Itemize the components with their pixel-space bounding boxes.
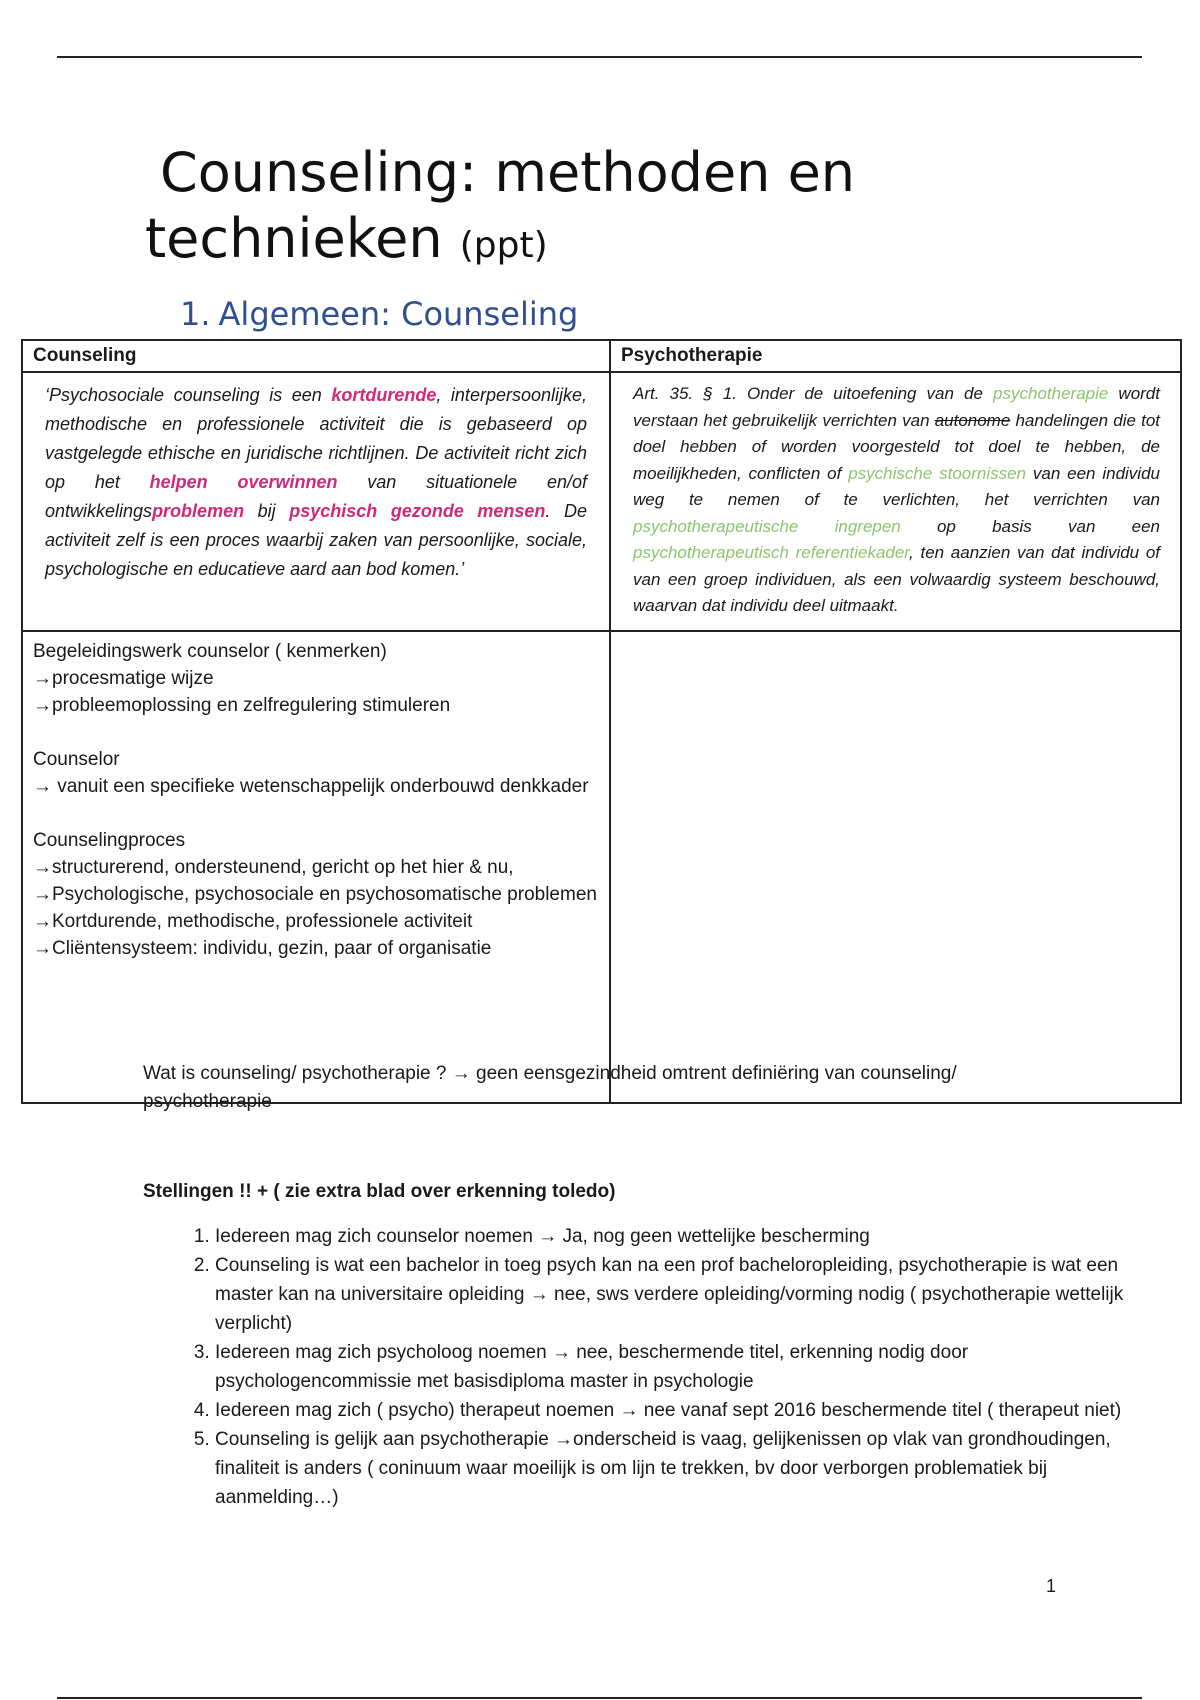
keyword-highlight: problemen: [152, 501, 245, 521]
title-line-2: [145, 206, 855, 279]
notes-proces: [33, 827, 599, 962]
list-item: 3. Iedereen mag zich psycholoog noemen → nee, beschermende titel, erkenning nodig door psychologencommissie met basisdiploma master in psychologie: [215, 1338, 1145, 1396]
title-line-2-text: technieken: [145, 207, 443, 270]
list-item: 5. Counseling is gelijk aan psychotherapie →onderscheid is vaag, gelijkenissen op vlak van grondhoudingen, finaliteit is anders ( coninuum waar moeilijk is om lijn te trekken, bv door verborgen problematiek bij aanmelding…): [215, 1425, 1145, 1512]
title-line-1: Counseling: methoden en: [160, 141, 856, 204]
quote-text: , interpersoonlijke, methodische en professionele activiteit die is gebaseerd op vastgelegde ethische en juridische richtlijnen. De activiteit richt zich op het: [45, 385, 587, 492]
quote-text: Art. 35. § 1. Onder de uitoefening van de: [633, 384, 994, 403]
term-highlight: psychotherapeutische ingrepen: [633, 516, 901, 536]
notes-counselor: [33, 746, 599, 800]
notes-item: →Kortdurende, methodische, professionele activiteit: [33, 910, 473, 932]
notes-item: →structurerend, ondersteunend, gericht op het hier & nu,: [33, 856, 514, 878]
counseling-notes: [22, 631, 610, 1103]
counseling-definition: [22, 372, 610, 631]
quote-text: , ten aanzien van dat individu of van een groep individuen, als een volwaardig systeem beschouwd, waarvan dat individu deel uitmaakt.: [633, 543, 1160, 615]
list-item: 1. Iedereen mag zich counselor noemen → Ja, nog geen wettelijke bescherming: [215, 1222, 1145, 1251]
col-header-psychotherapie: Psychotherapie: [610, 340, 1181, 372]
document-title: [145, 140, 855, 279]
section-label: Algemeen: Counseling: [218, 295, 579, 333]
quote-text: van situationele en/of ontwikkelings: [45, 472, 588, 521]
comparison-table: [21, 339, 1182, 1104]
quote-text: handelingen die tot doel hebben of worden voorgesteld tot doel te hebben, de moeilijkheden, conflicten of: [633, 410, 1160, 483]
term-highlight: psychische stoornissen: [848, 463, 1027, 483]
notes-item: → vanuit een specifieke wetenschappelijk onderbouwd denkkader: [33, 775, 589, 797]
stellingen-list: [143, 1222, 1145, 1512]
notes-item: →Psychologische, psychosociale en psychosomatische problemen: [33, 883, 597, 905]
quote-text: op basis van een: [900, 516, 1160, 536]
page-number: 1: [1046, 1576, 1057, 1596]
wat-is-paragraph: Wat is counseling/ psychotherapie ? → geen eensgezindheid omtrent definiëring van counseling/ psychotherapie: [143, 1063, 957, 1112]
keyword-highlight: psychisch gezonde mensen: [289, 501, 546, 521]
quote-text: bij: [244, 501, 290, 521]
notes-item: →procesmatige wijze: [33, 667, 214, 689]
notes-title: Counselingproces: [33, 829, 186, 851]
keyword-highlight: kortdurende: [331, 385, 437, 405]
term-highlight: psychotherapie: [993, 384, 1109, 403]
struck-term: autonome: [934, 410, 1011, 430]
stellingen-heading: Stellingen !! + ( zie extra blad over erkenning toledo): [143, 1181, 616, 1202]
quote-text: wordt verstaan het gebruikelijk verrichten van: [633, 384, 1160, 430]
quote-text: . De activiteit zelf is een proces waarbij zaken van persoonlijke, sociale, psychologische en educatieve aard aan bod komen.’: [45, 501, 587, 579]
keyword-highlight: helpen overwinnen: [149, 472, 338, 492]
title-suffix: (ppt): [459, 225, 548, 266]
list-item: 4. Iedereen mag zich ( psycho) therapeut noemen → nee vanaf sept 2016 beschermende titel ( therapeut niet): [215, 1396, 1145, 1425]
notes-item: →probleemoplossing en zelfregulering stimuleren: [33, 694, 451, 716]
notes-title: Counselor: [33, 748, 120, 770]
section-heading: [180, 295, 578, 333]
header-rule: [57, 56, 1142, 58]
quote-text: van een individu weg te nemen of te verlichten, het verrichten van: [633, 463, 1160, 509]
footer-rule: [57, 1697, 1142, 1699]
term-highlight: psychotherapeutisch referentiekader: [633, 543, 910, 562]
notes-item: →Cliëntensysteem: individu, gezin, paar of organisatie: [33, 937, 492, 959]
quote-text: ‘Psychosociale counseling is een: [45, 385, 332, 405]
list-item: 2. Counseling is wat een bachelor in toeg psych kan na een prof bacheloropleiding, psychotherapie is wat een master kan na universitaire opleiding → nee, sws verdere opleiding/vorming nodig ( psychotherapie wettelijk verplicht): [215, 1251, 1145, 1338]
col-header-counseling: Counseling: [22, 340, 610, 372]
notes-title: Begeleidingswerk counselor ( kenmerken): [33, 640, 387, 662]
psychotherapie-notes-empty: [610, 631, 1181, 1103]
psychotherapie-definition: [610, 372, 1181, 631]
notes-begeleiding: [33, 638, 599, 719]
section-number: 1.: [180, 295, 211, 333]
